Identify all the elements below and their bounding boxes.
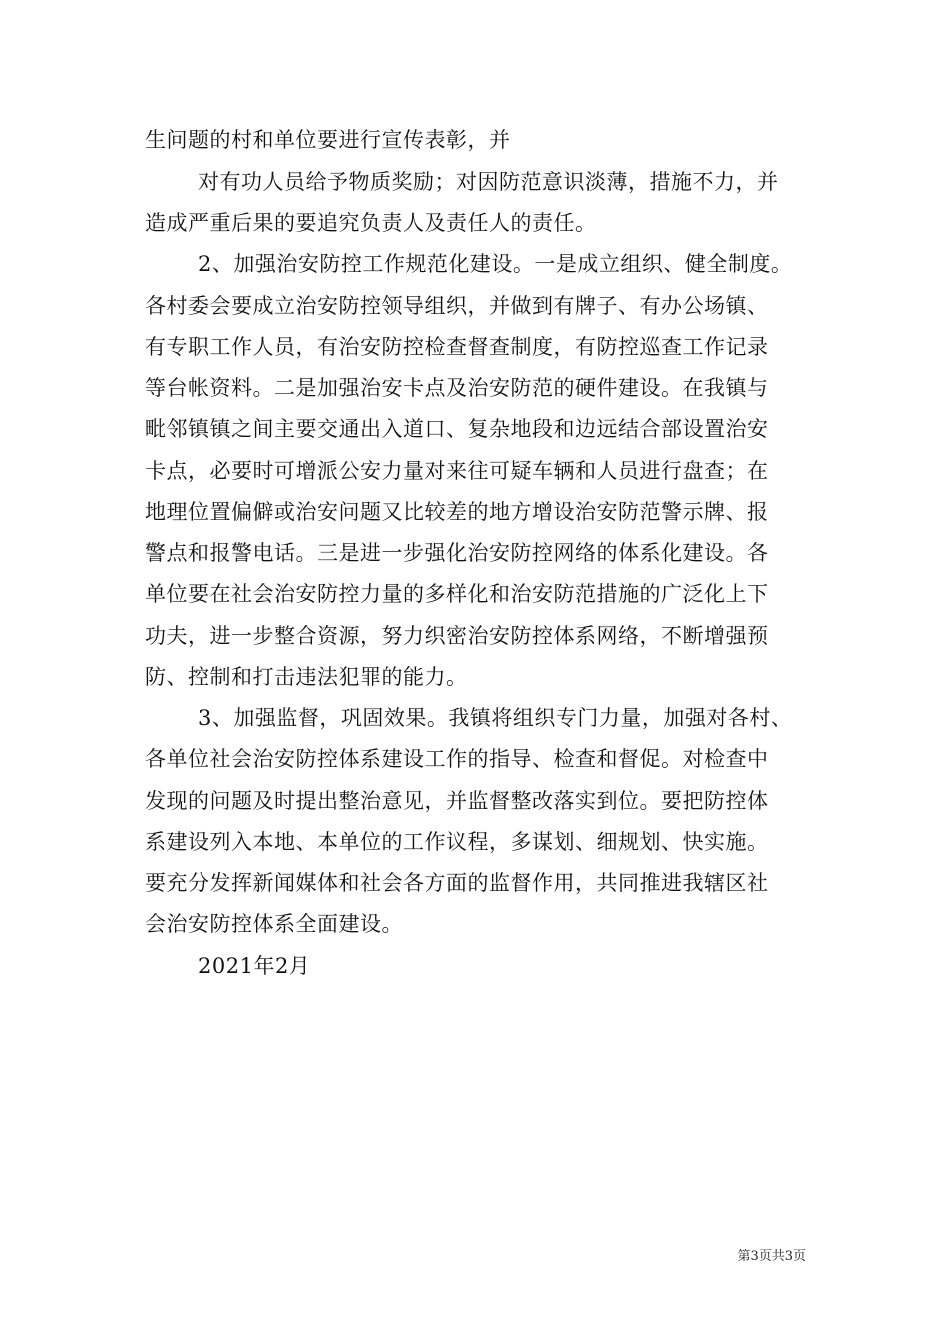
paragraph-line: 卡点，必要时可增派公安力量对来往可疑车辆和人员进行盘查；在 bbox=[145, 459, 769, 483]
paragraph-line: 单位要在社会治安防控力量的多样化和治安防范措施的广泛化上下 bbox=[145, 582, 769, 606]
paragraph-line: 生问题的村和单位要进行宣传表彰，并 bbox=[145, 128, 511, 152]
paragraph-line: 防、控制和打击违法犯罪的能力。 bbox=[145, 665, 468, 689]
paragraph-line: 各村委会要成立治安防控领导组织，并做到有牌子、有办公场镇、 bbox=[145, 294, 769, 318]
paragraph-line: 发现的问题及时提出整治意见，并监督整改落实到位。要把防控体 bbox=[145, 789, 769, 813]
paragraph-line: 造成严重后果的要追究负责人及责任人的责任。 bbox=[145, 211, 597, 235]
paragraph-line: 要充分发挥新闻媒体和社会各方面的监督作用，共同推进我辖区社 bbox=[145, 871, 769, 895]
paragraph-line: 2、加强治安防控工作规范化建设。一是成立组织、健全制度。 bbox=[198, 252, 793, 276]
paragraph-line: 各单位社会治安防控体系建设工作的指导、检查和督促。对检查中 bbox=[145, 747, 769, 771]
paragraph-line: 3、加强监督，巩固效果。我镇将组织专门力量，加强对各村、 bbox=[198, 706, 793, 730]
paragraph-line: 有专职工作人员，有治安防控检查督查制度，有防控巡查工作记录 bbox=[145, 335, 769, 359]
page-footer: 第3页共3页 bbox=[737, 1249, 806, 1264]
paragraph-line: 地理位置偏僻或治安问题又比较差的地方增设治安防范警示牌、报 bbox=[145, 500, 769, 524]
date-line: 2021年2月 bbox=[198, 954, 311, 978]
paragraph-line: 对有功人员给予物质奖励；对因防范意识淡薄，措施不力，并 bbox=[198, 170, 779, 194]
paragraph-line: 毗邻镇镇之间主要交通出入道口、复杂地段和边远结合部设置治安 bbox=[145, 417, 769, 441]
paragraph-line: 警点和报警电话。三是进一步强化治安防控网络的体系化建设。各 bbox=[145, 541, 769, 565]
paragraph-line: 等台帐资料。二是加强治安卡点及治安防范的硬件建设。在我镇与 bbox=[145, 376, 769, 400]
paragraph-line: 系建设列入本地、本单位的工作议程，多谋划、细规划、快实施。 bbox=[145, 830, 769, 854]
paragraph-line: 会治安防控体系全面建设。 bbox=[145, 912, 403, 936]
paragraph-line: 功夫，进一步整合资源，努力织密治安防控体系网络，不断增强预 bbox=[145, 624, 769, 648]
